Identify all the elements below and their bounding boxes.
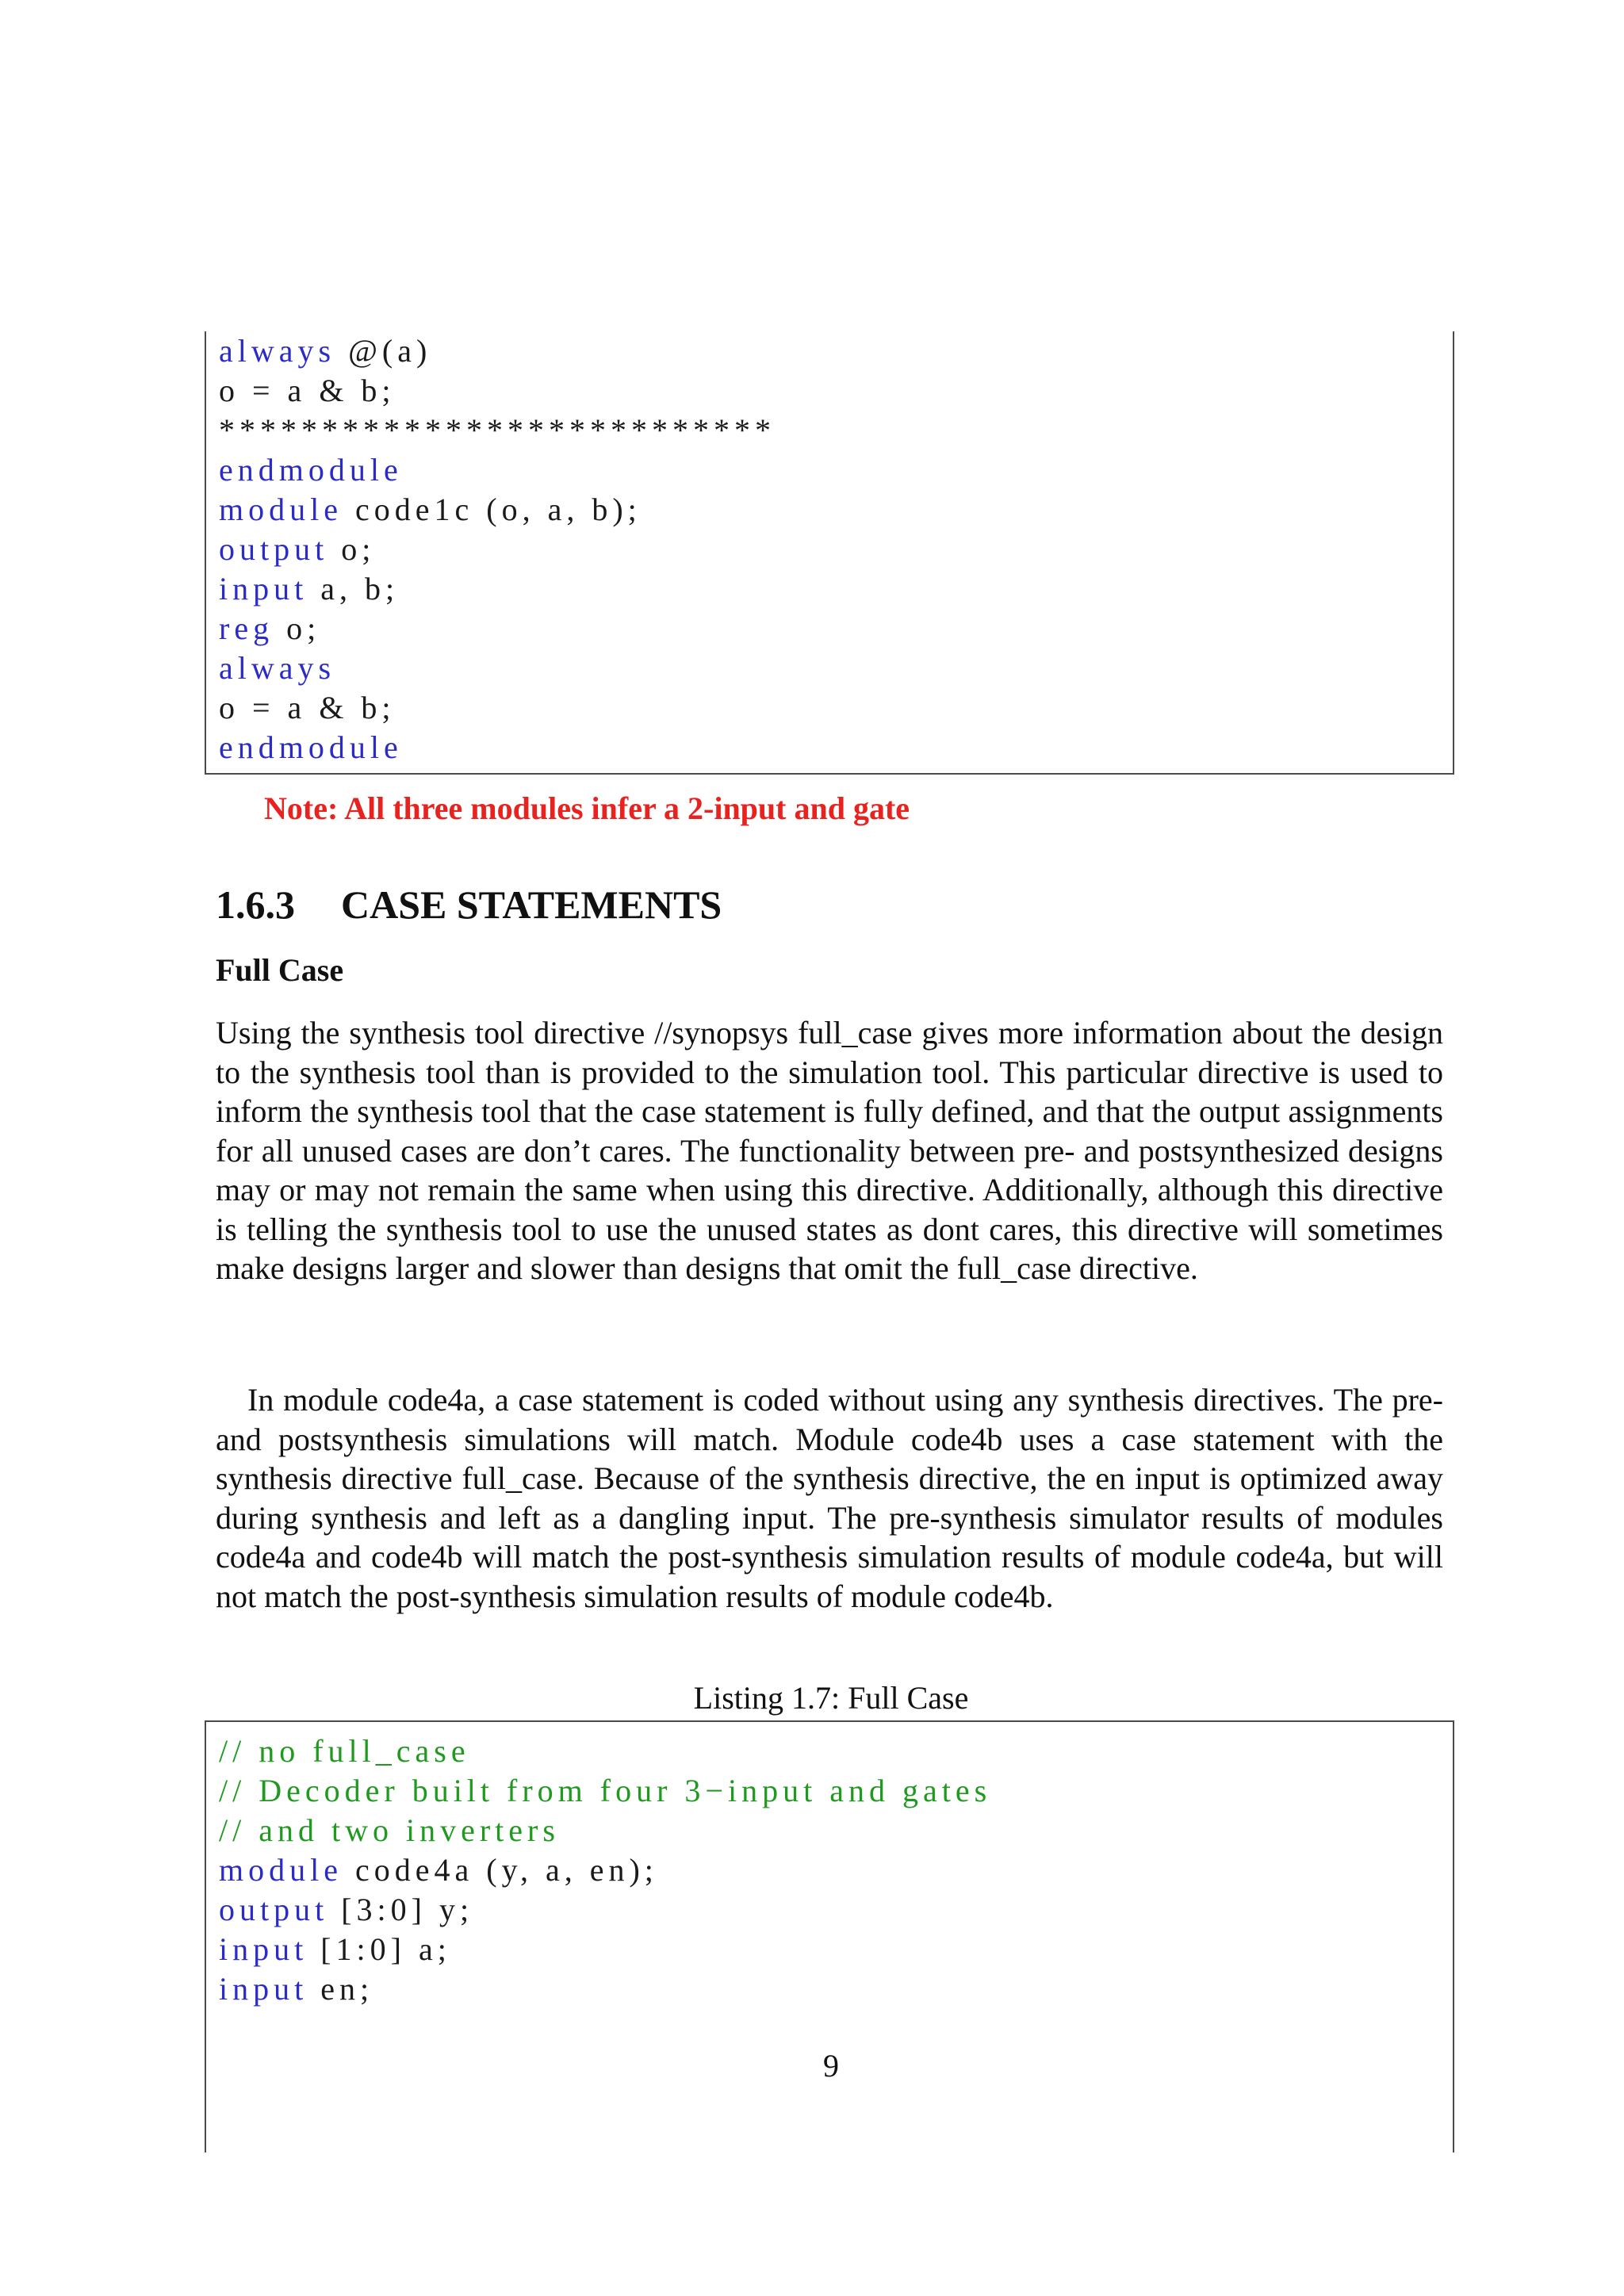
- note-text: Note: All three modules infer a 2-input and gate: [264, 790, 910, 826]
- code-line: [219, 1850, 1453, 1890]
- code-line: [219, 1732, 1453, 1771]
- code-line: [219, 1969, 1453, 2009]
- subheading-full-case: Full Case: [216, 952, 344, 988]
- code-line: [219, 530, 1453, 569]
- section-heading: [216, 882, 722, 928]
- code-line: [219, 569, 1453, 609]
- code-line: [219, 411, 1453, 450]
- code-text: ***************************: [219, 412, 776, 448]
- code-keyword: input: [219, 1971, 308, 2007]
- code-keyword: reg: [219, 610, 274, 646]
- code-line: [219, 1771, 1453, 1811]
- code-keyword: endmodule: [219, 452, 403, 488]
- code-listing-full-case: [205, 1720, 1454, 2152]
- code-line: [219, 609, 1453, 649]
- paragraph-full-case-intro: Using the synthesis tool directive //synopsys full_case gives more information about the design to the synthesis tool than is provided to the simulation tool. This particular directive is used to inform the synthesis tool that the case statement is fully defined, and that the output assignments for all unused cases are don’t cares. The functionality between pre- and postsynthesized designs may or may not remain the same when using this directive. Additionally, although this directive is telling the synthesis tool to use the unused states as dont cares, this directive will sometimes make designs larger and slower than designs that omit the full_case directive.: [216, 1015, 1443, 1286]
- code-text: o = a & b;: [219, 690, 396, 725]
- code-listing-continued: [205, 331, 1454, 775]
- code-comment: // Decoder built from four 3−input and gates: [219, 1773, 992, 1808]
- code-line: [219, 649, 1453, 688]
- code-text: code1c (o, a, b);: [342, 492, 642, 527]
- code-keyword: module: [219, 1852, 343, 1888]
- section-title: CASE STATEMENTS: [341, 882, 722, 927]
- code-line: [219, 728, 1453, 767]
- code-text: o = a & b;: [219, 373, 396, 408]
- code-comment: // and two inverters: [219, 1812, 560, 1848]
- code-text: @(a): [335, 333, 432, 369]
- code-text: a, b;: [308, 571, 400, 607]
- code-comment: // no full_case: [219, 1733, 470, 1769]
- code-line: [219, 1811, 1453, 1850]
- code-line: [219, 331, 1453, 371]
- code-text: o;: [274, 610, 321, 646]
- code-keyword: always: [219, 650, 336, 686]
- code-text: [1:0] a;: [308, 1931, 451, 1967]
- code-text: [3:0] y;: [328, 1892, 474, 1927]
- code-line: [219, 1890, 1453, 1930]
- code-keyword: endmodule: [219, 729, 403, 765]
- code-line: [219, 1930, 1453, 1969]
- code-line: [219, 450, 1453, 490]
- code-keyword: module: [219, 492, 343, 527]
- code-line: [219, 490, 1453, 530]
- code-text: code4a (y, a, en);: [342, 1852, 658, 1888]
- listing-caption: Listing 1.7: Full Case: [693, 1680, 969, 1716]
- section-number: 1.6.3: [216, 882, 295, 927]
- code-keyword: always: [219, 333, 336, 369]
- code-line: [219, 688, 1453, 728]
- page-number: 9: [823, 2048, 839, 2084]
- code-text: en;: [308, 1971, 374, 2007]
- code-keyword: output: [219, 531, 329, 567]
- code-keyword: input: [219, 1931, 308, 1967]
- code-line: [219, 371, 1453, 411]
- code-text: o;: [328, 531, 376, 567]
- paragraph-code4a-description: In module code4a, a case statement is coded without using any synthesis directives. The pre- and postsynthesis simulations will match. Module code4b uses a case statement with the synthesis directive full_case. Because of the synthesis directive, the en input is optimized away during synthesis and left as a dangling input. The pre-synthesis simulator results of modules code4a and code4b will match the post-synthesis simulation results of module code4a, but will not match the post-synthesis simulation results of module code4b.: [216, 1382, 1443, 1614]
- code-keyword: output: [219, 1892, 329, 1927]
- code-keyword: input: [219, 571, 308, 607]
